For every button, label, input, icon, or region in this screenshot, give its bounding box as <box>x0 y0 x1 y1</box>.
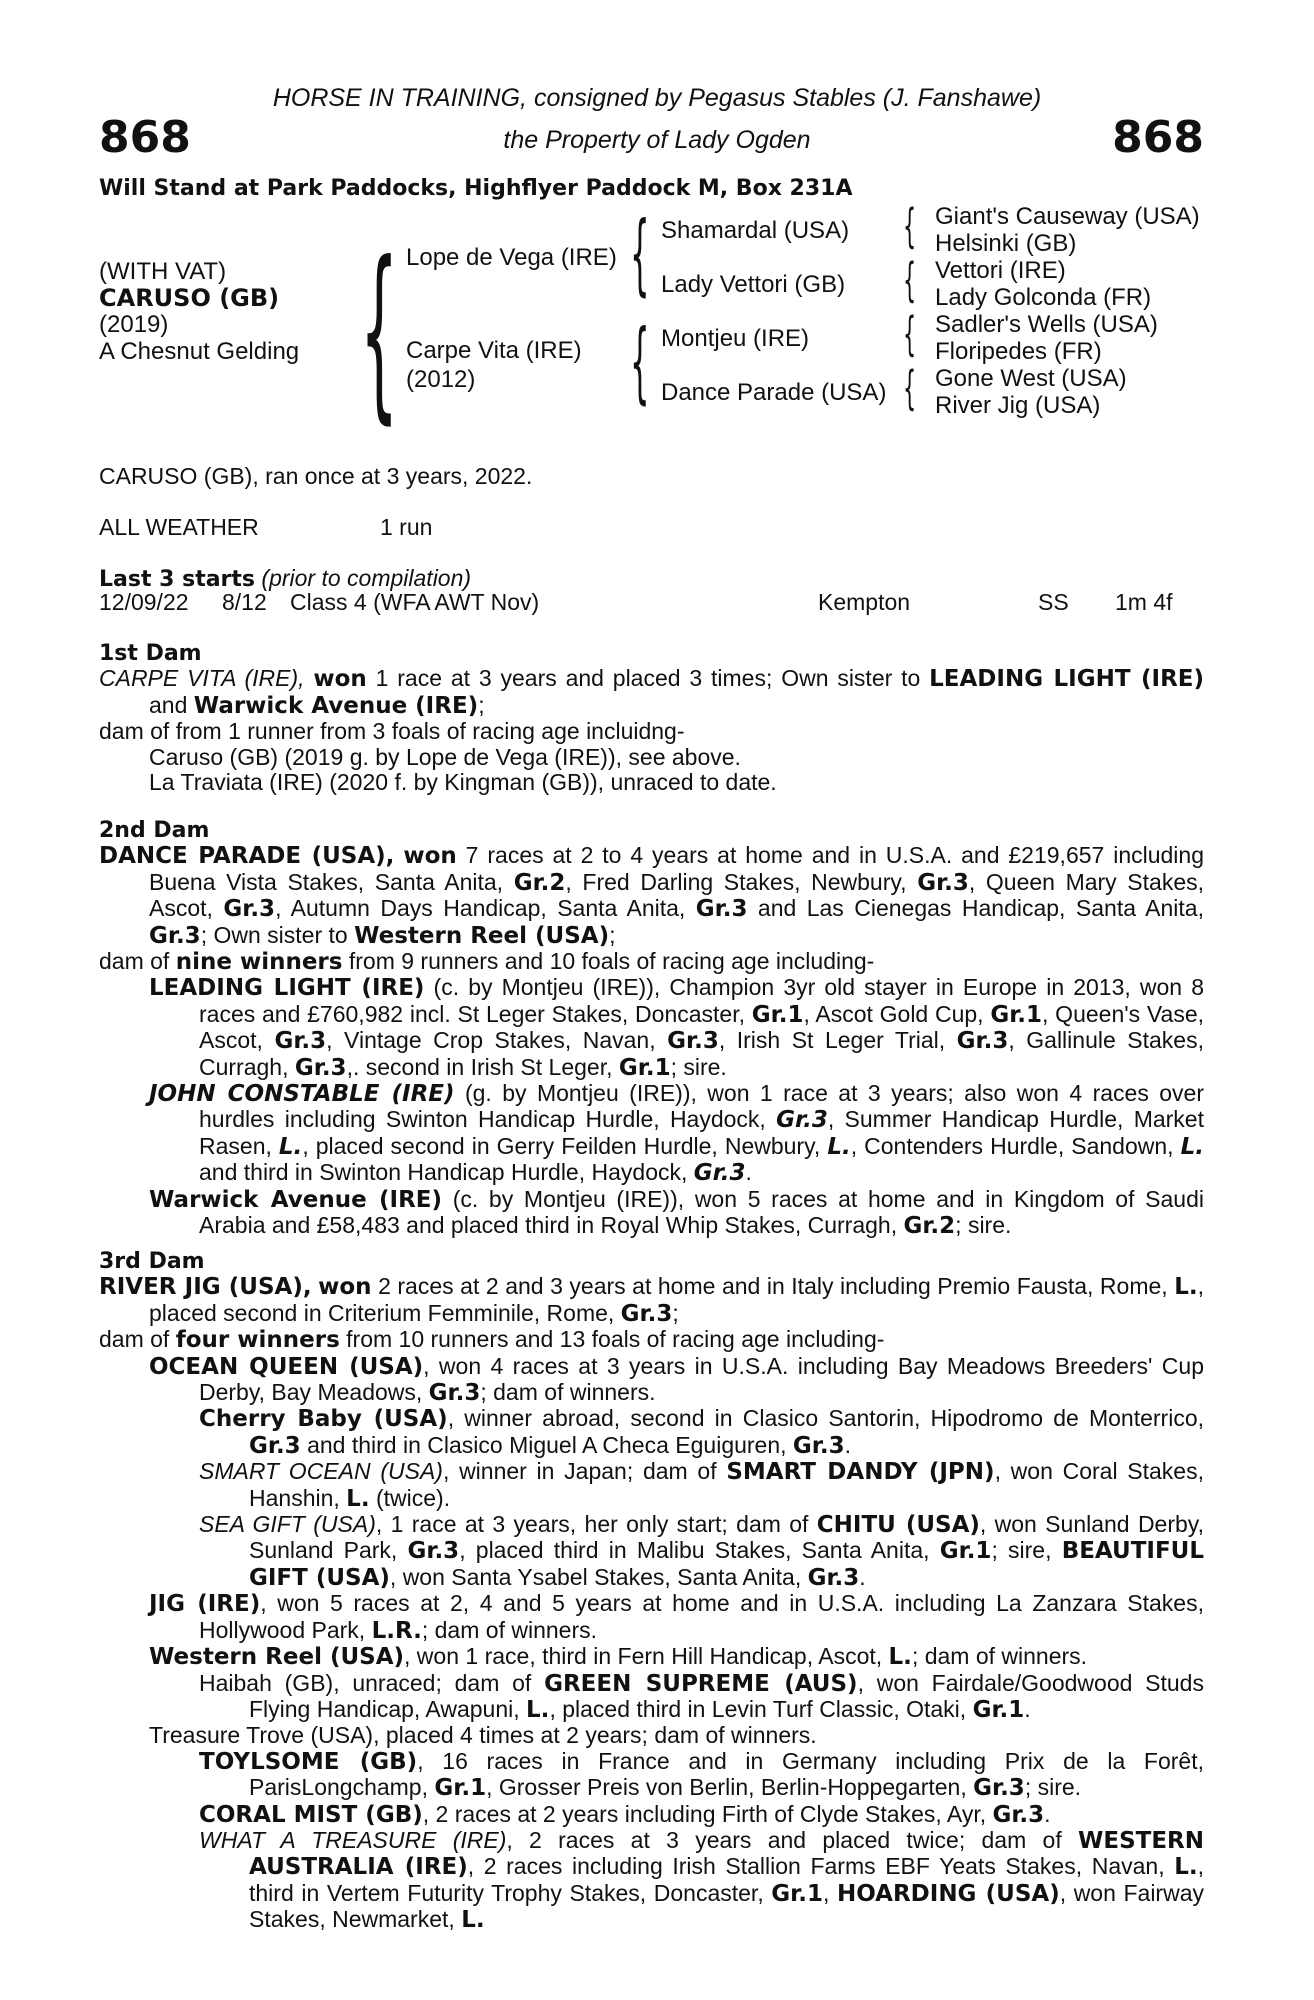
dd-sire: Gone West (USA) <box>935 365 1127 392</box>
second-dam-entry: DANCE PARADE (USA), won 7 races at 2 to 4 years at home and in U.S.A. and £219,657 including Buena Vista Stakes, Santa Anita, Gr.2, Fred Darling Stakes, Newbury, Gr.3, Queen Mary Stakes, Ascot, Gr.3, Autumn Days Handicap, Santa Anita, Gr.3 and Las Cienegas Handicap, Santa Anita, Gr.3; Own sister to Western Reel (USA); <box>99 842 1205 949</box>
first-dam-produce: dam of from 1 runner from 3 foals of racing age incluidng- <box>99 718 685 745</box>
brace-ss: { <box>903 199 917 253</box>
progeny-sea-gift: SEA GIFT (USA), 1 race at 3 years, her only start; dam of CHITU (USA), won Sunland Derby, Sunland Park, Gr.3, placed third in Malibu Stakes, Santa Anita, Gr.1; sire, BEAUTIFUL GIFT (USA), won Santa Ysabel Stakes, Santa Anita, Gr.3. <box>199 1511 1204 1591</box>
consignor-line: HORSE IN TRAINING, consigned by Pegasus Stables (J. Fanshawe) <box>272 84 1042 112</box>
progeny-warwick-avenue: Warwick Avenue (IRE) (c. by Montjeu (IRE)), won 5 races at home and in Kingdom of Saudi Arabia and £58,483 and placed third in Royal Whip Stakes, Curragh, Gr.2; sire. <box>149 1185 1204 1240</box>
dam-sire: Montjeu (IRE) <box>661 325 810 352</box>
third-dam-entry: RIVER JIG (USA), won 2 races at 2 and 3 years at home and in Italy including Premio Fausta, Rome, L., placed second in Criterium Femminile, Rome, Gr.3; <box>99 1273 1204 1327</box>
lot-number-left: 868 <box>99 112 191 163</box>
progeny-coral-mist: CORAL MIST (GB), 2 races at 2 years including Firth of Clyde Stakes, Ayr, Gr.3. <box>199 1800 1051 1828</box>
sd-sire: Vettori (IRE) <box>935 257 1066 284</box>
ds-dam: Floripedes (FR) <box>935 338 1102 365</box>
lot-number-right: 868 <box>1112 112 1204 163</box>
ds-sire: Sadler's Wells (USA) <box>935 311 1158 338</box>
second-dam-heading: 2nd Dam <box>99 818 210 843</box>
runs: 1 run <box>380 514 433 540</box>
brace-sire: { <box>630 202 650 305</box>
start-course: Kempton <box>818 589 911 615</box>
progeny-cherry-baby: Cherry Baby (USA), winner abroad, second in Clasico Santorin, Hipodromo de Monterrico, Gr.3 and third in Clasico Miguel A Checa Eguiguren, Gr.3. <box>199 1405 1205 1459</box>
start-date: 12/09/22 <box>99 589 189 615</box>
progeny-jig: JIG (IRE), won 5 races at 2, 4 and 5 years at home and in U.S.A. including La Zanzara Stakes, Hollywood Park, L.R.; dam of winners. <box>149 1590 1204 1644</box>
vat-note: (WITH VAT) <box>99 258 227 285</box>
property-line: the Property of Lady Ogden <box>503 126 811 154</box>
progeny-toylsome: TOYLSOME (GB), 16 races in France and in Germany including Prix de la Forêt, ParisLongchamp, Gr.1, Grosser Preis von Berlin, Berlin-Hoppegarten, Gr.3; sire. <box>199 1747 1205 1802</box>
start-going: SS <box>1038 589 1069 615</box>
ss-sire: Giant's Causeway (USA) <box>935 203 1200 230</box>
first-dam-entry: CARPE VITA (IRE), won 1 race at 3 years and placed 3 times; Own sister to LEADING LIGHT (IRE) and Warwick Avenue (IRE); <box>99 665 1205 719</box>
sire-sire: Shamardal (USA) <box>661 217 850 244</box>
progeny-smart-ocean: SMART OCEAN (USA), winner in Japan; dam of SMART DANDY (JPN), won Coral Stakes, Hanshin, L. (twice). <box>199 1458 1204 1512</box>
stand-location: Will Stand at Park Paddocks, Highflyer Paddock M, Box 231A <box>99 176 853 201</box>
start-distance: 1m 4f <box>1115 589 1173 615</box>
brace-dam: { <box>630 310 650 413</box>
horse-year: (2019) <box>99 311 169 338</box>
surface: ALL WEATHER <box>99 514 259 540</box>
progeny-western-reel: Western Reel (USA), won 1 race, third in Fern Hill Handicap, Ascot, L.; dam of winners. <box>149 1643 1088 1671</box>
sd-dam: Lady Golconda (FR) <box>935 284 1152 311</box>
ss-dam: Helsinki (GB) <box>935 230 1077 257</box>
brace-dd: { <box>903 361 917 415</box>
brace-main: { <box>360 222 399 441</box>
start-race: Class 4 (WFA AWT Nov) <box>290 589 540 615</box>
record-summary: CARUSO (GB), ran once at 3 years, 2022. <box>99 463 533 489</box>
progeny-item: Caruso (GB) (2019 g. by Lope de Vega (IRE)), see above. <box>149 743 741 770</box>
progeny-ocean-queen: OCEAN QUEEN (USA), won 4 races at 3 years in U.S.A. including Bay Meadows Breeders' Cup Derby, Bay Meadows, Gr.3; dam of winners. <box>149 1352 1204 1407</box>
progeny-leading-light: LEADING LIGHT (IRE) (c. by Montjeu (IRE)), Champion 3yr old stayer in Europe in 2013, won 8 races and £760,982 incl. St Leger Stakes, Doncaster, Gr.1, Ascot Gold Cup, Gr.1, Queen's Vase, Ascot, Gr.3, Vintage Crop Stakes, Navan, Gr.3, Irish St Leger Trial, Gr.3, Gallinule Stakes, Curragh, Gr.3,. second in Irish St Leger, Gr.1; sire. <box>149 974 1205 1081</box>
dd-dam: River Jig (USA) <box>935 392 1101 419</box>
sire: Lope de Vega (IRE) <box>406 244 617 271</box>
dam-dam: Dance Parade (USA) <box>661 379 887 406</box>
sire-dam: Lady Vettori (GB) <box>661 271 846 298</box>
horse-name: CARUSO (GB) <box>99 284 280 312</box>
progeny-item: La Traviata (IRE) (2020 f. by Kingman (GB)), unraced to date. <box>149 769 777 796</box>
progeny-john-constable: JOHN CONSTABLE (IRE) (g. by Montjeu (IRE)), won 1 race at 3 years; also won 4 races over hurdles including Swinton Handicap Hurdle, Haydock, Gr.3, Summer Handicap Hurdle, Market Rasen, L., placed second in Gerry Feilden Hurdle, Newbury, L., Contenders Hurdle, Sandown, L. and third in Swinton Handicap Hurdle, Haydock, Gr.3. <box>149 1080 1204 1187</box>
progeny-treasure-trove: Treasure Trove (USA), placed 4 times at 2 years; dam of winners. <box>149 1722 817 1749</box>
brace-ds: { <box>903 307 917 361</box>
second-dam-produce: dam of nine winners from 9 runners and 10 foals of racing age including- <box>99 948 875 976</box>
first-dam-heading: 1st Dam <box>99 641 202 666</box>
third-dam-produce: dam of four winners from 10 runners and 13 foals of racing age including- <box>99 1326 885 1354</box>
second-dam-section <box>99 818 1204 1240</box>
dam: Carpe Vita (IRE) <box>406 337 582 364</box>
brace-sd: { <box>903 253 917 307</box>
dam-year: (2012) <box>406 366 476 393</box>
progeny-what-a-treasure: WHAT A TREASURE (IRE), 2 races at 3 years and placed twice; dam of WESTERN AUSTRALIA (IRE), 2 races including Irish Stallion Farms EBF Yeats Stakes, Navan, L., third in Vertem Futurity Trophy Stakes, Doncaster, Gr.1, HOARDING (USA), won Fairway Stakes, Newmarket, L. <box>199 1826 1204 1934</box>
third-dam-heading: 3rd Dam <box>99 1249 205 1274</box>
progeny-haibah: Haibah (GB), unraced; dam of GREEN SUPREME (AUS), won Fairdale/Goodwood Studs Flying Handicap, Awapuni, L., placed third in Levin Turf Classic, Otaki, Gr.1. <box>199 1669 1204 1723</box>
horse-description: A Chesnut Gelding <box>99 338 300 365</box>
first-dam-section <box>99 641 1204 795</box>
start-position: 8/12 <box>222 589 267 615</box>
third-dam-section <box>99 1249 1204 1934</box>
last-starts-heading: Last 3 starts (prior to compilation) <box>99 565 472 592</box>
